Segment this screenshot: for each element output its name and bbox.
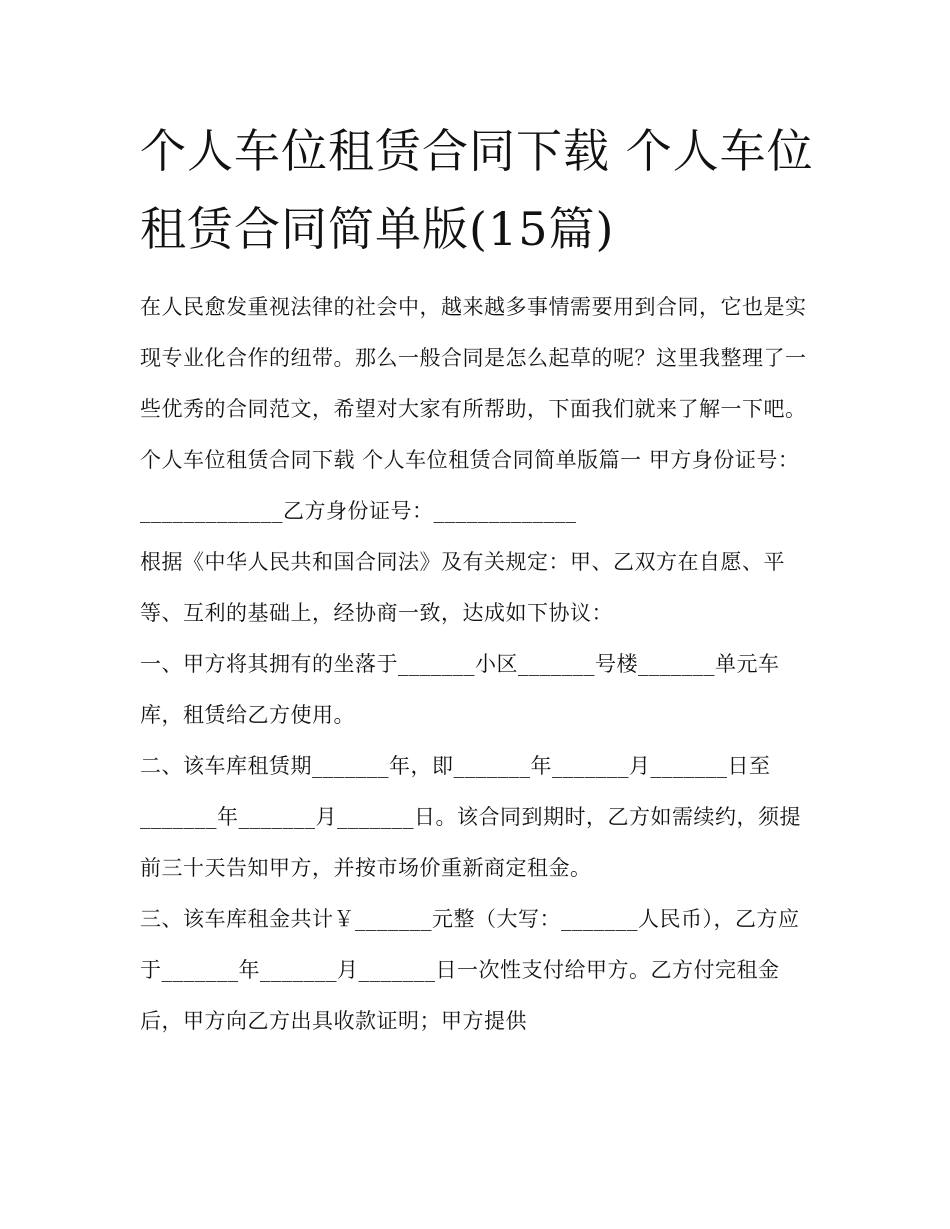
document-page bbox=[140, 112, 820, 1047]
contract-heading-paragraph: 个人车位租赁合同下载 个人车位租赁合同简单版篇一 甲方身份证号：_____________乙方身份证号：_____________ bbox=[140, 448, 800, 523]
clause-1-paragraph: 一、甲方将其拥有的坐落于_______小区_______号楼_______单元车库，租赁给乙方使用。 bbox=[140, 652, 780, 727]
clause-3-paragraph: 三、该车库租金共计￥_______元整（大写：_______人民币），乙方应于_______年_______月_______日一次性支付给甲方。乙方付完租金后，甲方向乙方出具收款证明；甲方提供 bbox=[140, 907, 800, 1033]
document-title: 个人车位租赁合同下载 个人车位租赁合同简单版(15篇) bbox=[140, 124, 814, 256]
legal-basis-paragraph: 根据《中华人民共和国合同法》及有关规定：甲、乙双方在自愿、平等、互利的基础上，经协商一致，达成如下协议： bbox=[140, 550, 785, 625]
clause-2-paragraph: 二、该车库租赁期_______年，即_______年_______月_______日至_______年_______月_______日。该合同到期时，乙方如需续约，须提前三十天告知甲方，并按市场价重新商定租金。 bbox=[140, 754, 801, 880]
intro-paragraph: 在人民愈发重视法律的社会中，越来越多事情需要用到合同，它也是实现专业化合作的纽带。那么一般合同是怎么起草的呢？这里我整理了一些优秀的合同范文，希望对大家有所帮助，下面我们就来了解一下吧。 bbox=[140, 295, 807, 421]
